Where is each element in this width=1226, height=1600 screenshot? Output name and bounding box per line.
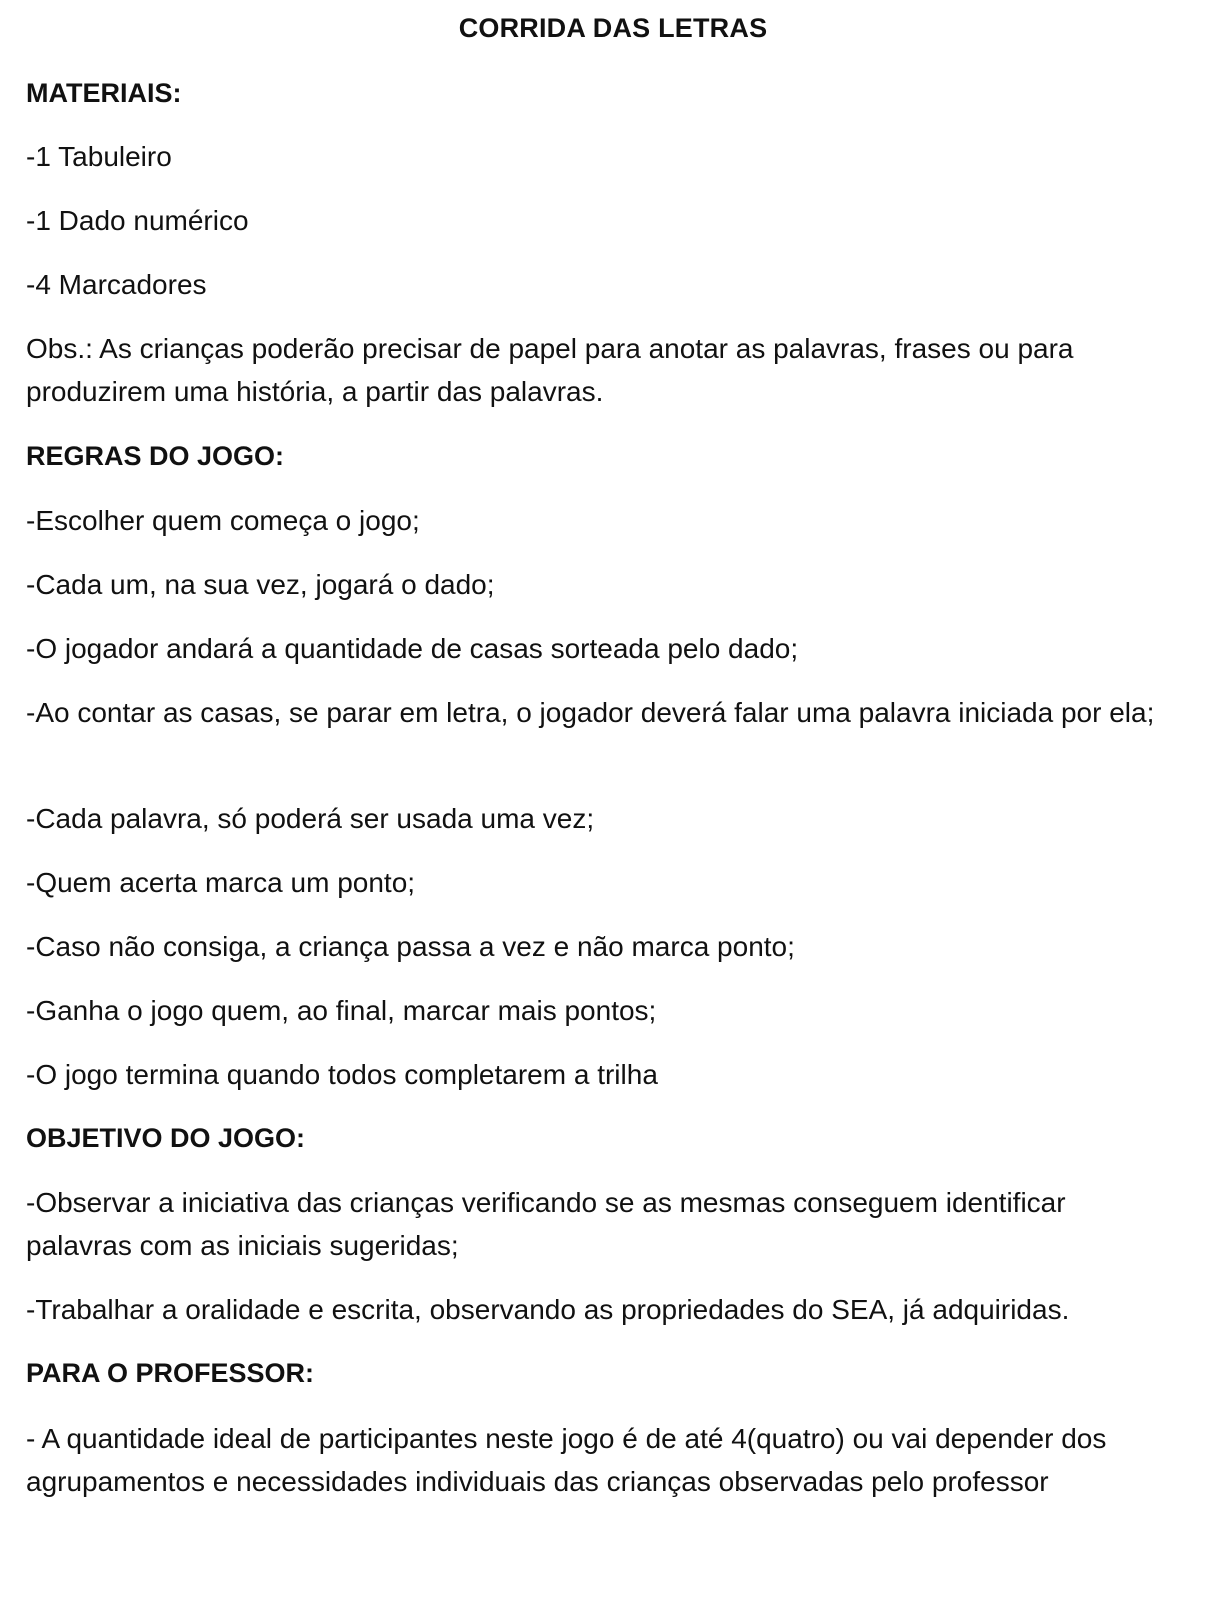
rules-item: -Caso não consiga, a criança passa a vez e não marca ponto; (26, 931, 795, 962)
rules-item: -Escolher quem começa o jogo; (26, 505, 420, 536)
materials-item: -4 Marcadores (26, 269, 207, 300)
materials-item: -1 Tabuleiro (26, 141, 172, 172)
objective-item: -Observar a iniciativa das crianças verificando se as mesmas conseguem identificar palavras com as iniciais sugeridas; (26, 1187, 1066, 1261)
materials-item: -1 Dado numérico (26, 205, 249, 236)
teacher-item: - A quantidade ideal de participantes neste jogo é de até 4(quatro) ou vai depender dos agrupamentos e necessidades individuais das crianças observadas pelo professor (26, 1423, 1107, 1497)
teacher-heading: PARA O PROFESSOR: (26, 1358, 315, 1388)
rules-item: -O jogo termina quando todos completarem a trilha (26, 1059, 658, 1090)
rules-item: -Ao contar as casas, se parar em letra, o jogador deverá falar uma palavra iniciada por ela; (26, 697, 1155, 728)
materials-note: Obs.: As crianças poderão precisar de papel para anotar as palavras, frases ou para produzirem uma história, a partir das palavras. (26, 333, 1074, 407)
rules-item: -O jogador andará a quantidade de casas sorteada pelo dado; (26, 633, 799, 664)
rules-item: -Ganha o jogo quem, ao final, marcar mais pontos; (26, 995, 657, 1026)
rules-item: -Cada um, na sua vez, jogará o dado; (26, 569, 495, 600)
materials-heading: MATERIAIS: (26, 78, 182, 108)
objective-heading: OBJETIVO DO JOGO: (26, 1123, 306, 1153)
rules-item: -Quem acerta marca um ponto; (26, 867, 416, 898)
document-title: CORRIDA DAS LETRAS (458, 13, 768, 43)
objective-item: -Trabalhar a oralidade e escrita, observando as propriedades do SEA, já adquiridas. (26, 1294, 1070, 1325)
rules-item: -Cada palavra, só poderá ser usada uma vez; (26, 803, 595, 834)
rules-heading: REGRAS DO JOGO: (26, 441, 285, 471)
